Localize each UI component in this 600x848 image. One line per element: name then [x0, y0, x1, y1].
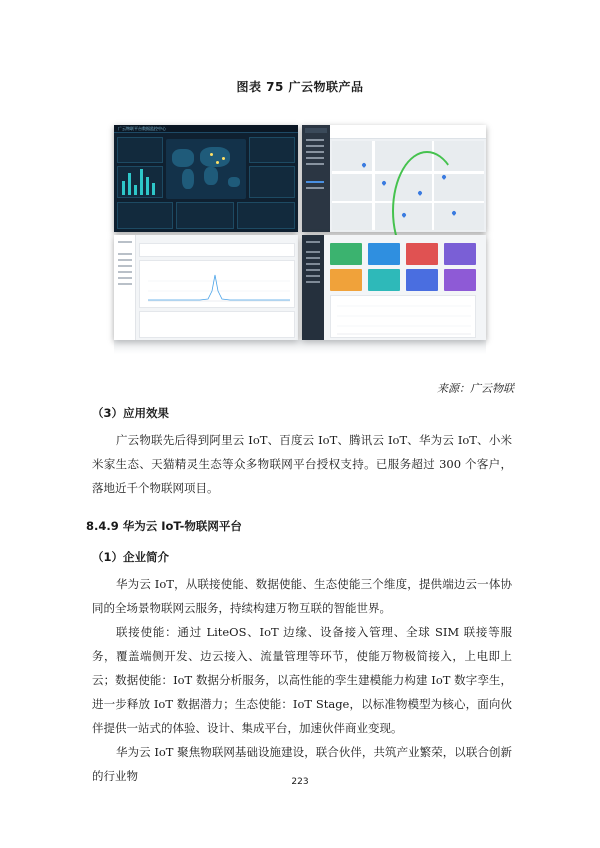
sub-heading-company: （1）企业简介 — [92, 550, 170, 564]
section-heading-effect: （3）应用效果 — [92, 406, 170, 420]
dashboard-screenshot — [114, 125, 298, 232]
line-chart-screenshot — [114, 235, 298, 340]
world-map — [166, 139, 246, 199]
paragraph-huawei-2: 联接使能：通过 LiteOS、IoT 边缘、设备接入管理、全球 SIM 联接等服务，覆盖端侧开发、边云接入、流量管理等环节，使能万物极简接入，上电即上云；数据使能：IoT 数据分析服务，以高性能的孪生建模能力构建 IoT 数字孪生，进一步释放 IoT 数据潜力；生态使能：IoT Stage，以标准物模型为核心，面向伙伴提供一站式的体验、设计、集成平台，加速伙伴商业变现。 — [92, 625, 512, 735]
page-number: 223 — [291, 777, 309, 787]
paragraph-huawei-1: 华为云 IoT，从联接使能、数据使能、生态使能三个维度，提供端边云一体协同的全场景物联网云服务，持续构建万物互联的智能世界。 — [92, 577, 512, 615]
line-chart-graphic — [140, 261, 296, 309]
statistics-screenshot — [302, 235, 486, 340]
dashboard-header-title: 广云物联平台数据监控中心 — [118, 126, 166, 131]
section-heading-huawei: 8.4.9 华为云 IoT-物联网平台 — [86, 519, 242, 533]
figure-source: 来源：广云物联 — [437, 382, 514, 395]
street-map — [332, 141, 484, 230]
figure-title: 图表 75 广云物联产品 — [236, 80, 364, 94]
paragraph-huawei-3: 华为云 IoT 聚焦物联网基础设施建设，联合伙伴，共筑产业繁荣，以联合创新的行业物 — [92, 745, 512, 783]
paragraph-effect: 广云物联先后得到阿里云 IoT、百度云 IoT、腾讯云 IoT、华为云 IoT、小米米家生态、天猫精灵生态等众多物联网平台授权支持。已服务超过 300 个客户，落地近千个物联网项目。 — [92, 433, 512, 495]
map-screenshot — [302, 125, 486, 232]
product-screenshots-figure — [114, 125, 486, 350]
